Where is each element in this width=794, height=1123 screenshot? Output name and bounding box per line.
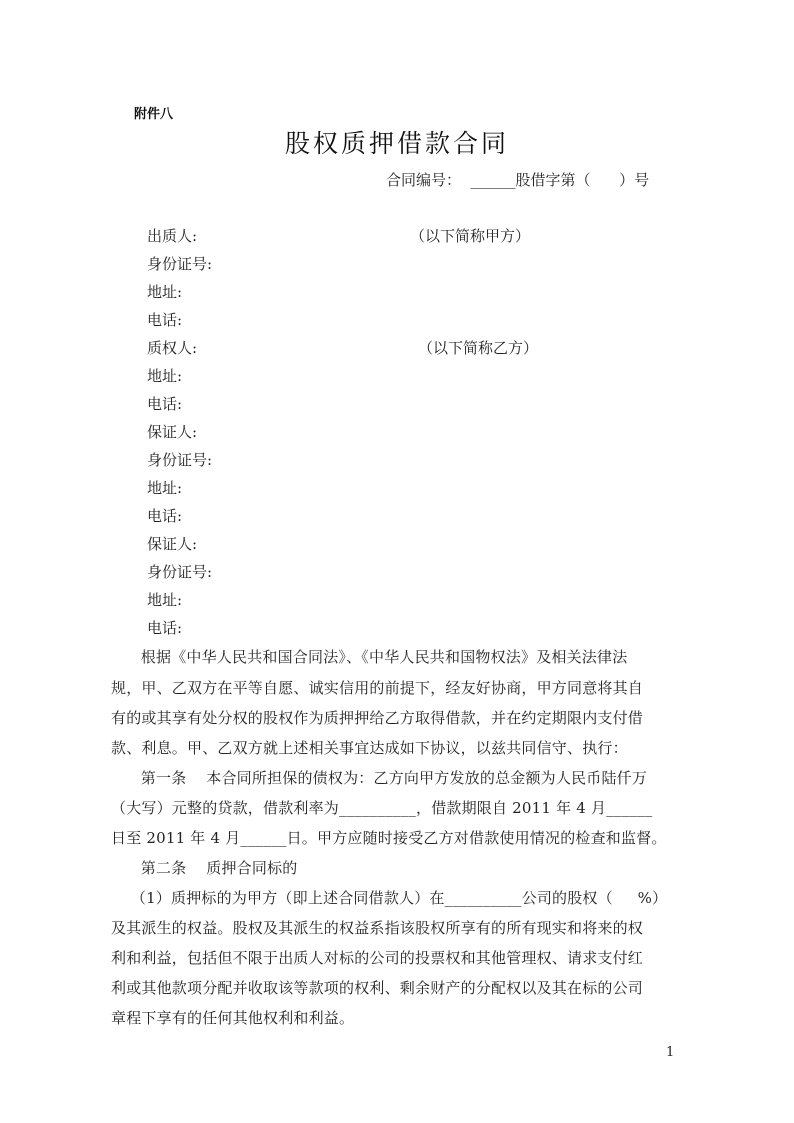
preamble-line-2: 规，甲、乙双方在平等自愿、诚实信用的前提下，经友好协商，甲方同意将其自: [111, 679, 644, 697]
article-2-line-1: （1）质押标的为甲方（即上述合同借款人）在__________公司的股权（ %）: [111, 889, 668, 907]
preamble-line-4: 款、利息。甲、乙双方就上述相关事宜达成如下协议，以兹共同信守、执行：: [111, 739, 628, 757]
guarantor-2-label: 保证人:: [147, 535, 198, 553]
guarantor-1-address: 地址:: [147, 479, 183, 497]
article-2-line-3: 利和利益，包括但不限于出质人对标的公司的投票权和其他管理权、请求支付红: [111, 949, 644, 967]
pledgee-phone: 电话:: [147, 395, 183, 413]
guarantor-1-id: 身份证号:: [147, 451, 213, 469]
pledgee-label: 质权人:: [147, 339, 198, 357]
preamble-line-3: 有的或其享有处分权的股权作为质押押给乙方取得借款，并在约定期限内支付借: [111, 709, 644, 727]
pledgor-phone: 电话:: [147, 311, 183, 329]
guarantor-1-phone: 电话:: [147, 507, 183, 525]
article-2-line-5: 章程下享有的任何其他权利和利益。: [111, 1009, 355, 1027]
preamble-line-1: 根据《中华人民共和国合同法》、《中华人民共和国物权法》及相关法律法: [111, 648, 628, 666]
guarantor-1-label: 保证人:: [147, 423, 198, 441]
guarantor-2-id: 身份证号:: [147, 563, 213, 581]
article-2-title: 第二条 质押合同标的: [111, 859, 298, 877]
guarantor-2-phone: 电话:: [147, 619, 183, 637]
document-title: 股权质押借款合同: [284, 129, 509, 158]
annex-label: 附件八: [134, 107, 174, 122]
pledgor-label: 出质人:: [147, 227, 198, 245]
article-1-line-3: 日至 2011 年 4 月______日。甲方应随时接受乙方对借款使用情况的检查和监督。: [111, 829, 667, 847]
guarantor-2-address: 地址:: [147, 591, 183, 609]
contract-number: 合同编号： ______股借字第（ ）号: [386, 171, 650, 189]
pledgor-address: 地址:: [147, 283, 183, 301]
pledgee-note: （以下简称乙方）: [418, 339, 539, 357]
pledgor-id: 身份证号:: [147, 255, 213, 273]
article-2-line-4: 利或其他款项分配并收取该等款项的权利、剩余财产的分配权以及其在标的公司: [111, 979, 644, 997]
article-1-line-2: （大写）元整的贷款，借款利率为__________，借款期限自 2011 年 4 月______: [111, 799, 653, 817]
page-number: 1: [666, 1045, 675, 1060]
article-1-line-1: 第一条 本合同所担保的债权为：乙方向甲方发放的总金额为人民币陆仟万: [111, 769, 648, 787]
pledgor-note: （以下简称甲方）: [410, 227, 531, 245]
article-2-line-2: 及其派生的权益。股权及其派生的权益系指该股权所享有的所有现实和将来的权: [111, 919, 644, 937]
pledgee-address: 地址:: [147, 367, 183, 385]
